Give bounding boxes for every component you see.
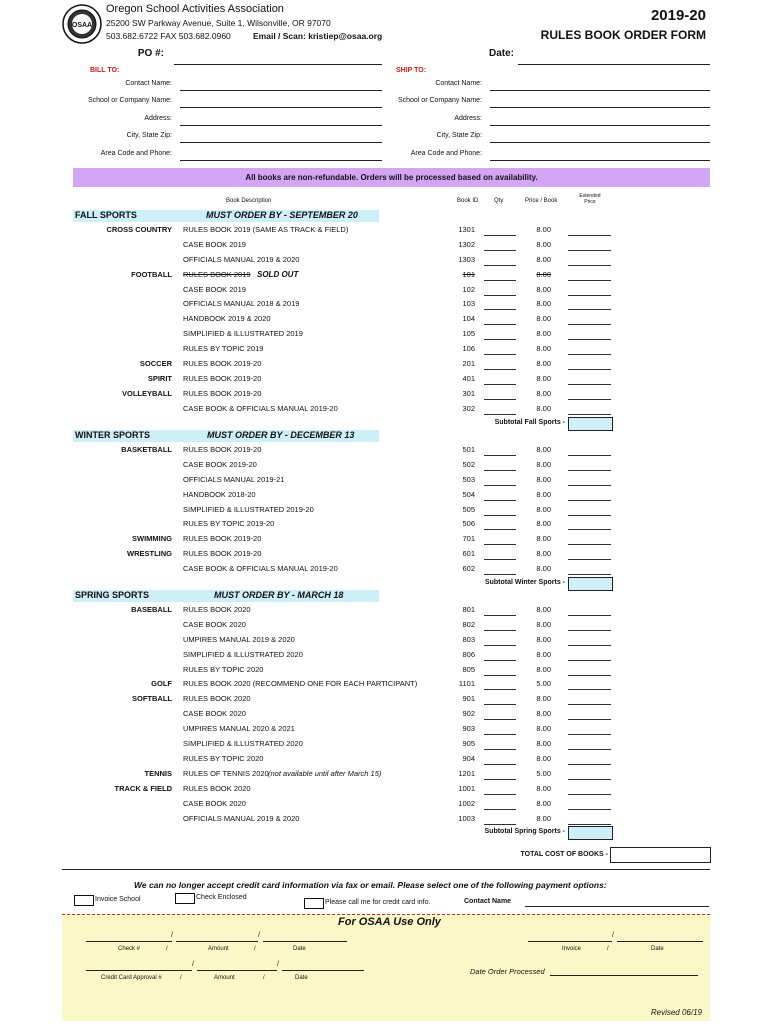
po-input[interactable] xyxy=(174,64,382,65)
book-id: 1001 xyxy=(458,784,475,793)
book-description: OFFICIALS MANUAL 2019 & 2020 xyxy=(183,255,300,264)
quantity-input[interactable] xyxy=(484,369,516,370)
price-per-book: 8.00 xyxy=(536,799,551,808)
bill-to-field-input[interactable] xyxy=(180,107,382,108)
book-description: RULES BY TOPIC 2020 xyxy=(183,754,264,763)
slash-4: / xyxy=(254,946,256,952)
book-id: 904 xyxy=(462,754,475,763)
quantity-input[interactable] xyxy=(484,630,516,631)
subtotal-box-spring[interactable] xyxy=(568,826,613,840)
extended-price-input[interactable] xyxy=(568,265,611,266)
extended-price-input[interactable] xyxy=(568,295,611,296)
check-date-label: Date xyxy=(293,946,306,952)
extended-price-input[interactable] xyxy=(568,354,611,355)
sport-label: BASEBALL xyxy=(131,605,172,614)
book-id: 701 xyxy=(462,534,475,543)
cc-amount-line[interactable] xyxy=(197,970,277,971)
book-id: 506 xyxy=(462,519,475,528)
contact-name-label: Contact Name xyxy=(464,898,512,905)
book-description: RULES BOOK 2019-20 xyxy=(183,534,262,543)
check-date-line[interactable] xyxy=(263,941,347,942)
sport-label: SWIMMING xyxy=(132,534,172,543)
osaa-use-area xyxy=(62,914,710,1021)
bill-to-field-label: Address: xyxy=(144,115,172,122)
quantity-input[interactable] xyxy=(484,764,516,765)
sport-label: GOLF xyxy=(151,679,172,688)
extended-price-input[interactable] xyxy=(568,470,611,471)
price-per-book: 8.00 xyxy=(536,255,551,264)
extended-price-input[interactable] xyxy=(568,500,611,501)
book-id: 201 xyxy=(462,359,475,368)
sport-label: WRESTLING xyxy=(127,549,172,558)
book-id: 801 xyxy=(462,605,475,614)
date-input[interactable] xyxy=(518,64,710,65)
quantity-input[interactable] xyxy=(484,399,516,400)
book-description: OFFICIALS MANUAL 2019-21 xyxy=(183,475,285,484)
logo-text: OSAA xyxy=(71,22,93,29)
quantity-input[interactable] xyxy=(484,689,516,690)
book-id: 103 xyxy=(462,299,475,308)
subtotal-label-fall: Subtotal Fall Sports - xyxy=(494,419,565,426)
slash-7: / xyxy=(192,961,194,968)
bill-to-field-label: School or Company Name: xyxy=(87,97,172,104)
ship-to-field-input[interactable] xyxy=(490,90,710,91)
extended-price-input[interactable] xyxy=(568,369,611,370)
col-book-id: Book ID xyxy=(457,198,479,204)
ship-to-field-label: School or Company Name: xyxy=(397,97,482,104)
slash-1: / xyxy=(171,932,173,939)
book-id: 1302 xyxy=(458,240,475,249)
check-number-label: Check # xyxy=(118,946,141,952)
price-per-book: 8.00 xyxy=(536,694,551,703)
price-per-book: 8.00 xyxy=(536,475,551,484)
extended-price-input[interactable] xyxy=(568,485,611,486)
section-name-spring: SPRING SPORTS xyxy=(75,590,150,600)
book-id: 102 xyxy=(462,285,475,294)
extended-price-input[interactable] xyxy=(568,529,611,530)
payment-notice: We can no longer accept credit card information via fax or email. Please select one of the following payment options: xyxy=(134,880,607,890)
book-id: 602 xyxy=(462,564,475,573)
notice-bar xyxy=(73,168,710,187)
book-id: 101 xyxy=(462,270,475,279)
invoice-school-label: Invoice School xyxy=(95,896,141,903)
quantity-input[interactable] xyxy=(484,779,516,780)
quantity-input[interactable] xyxy=(484,235,516,236)
form-year: 2019-20 xyxy=(650,7,706,24)
book-id: 802 xyxy=(462,620,475,629)
quantity-input[interactable] xyxy=(484,354,516,355)
extended-price-input[interactable] xyxy=(568,764,611,765)
price-per-book: 8.00 xyxy=(536,635,551,644)
check-enclosed-checkbox[interactable] xyxy=(175,893,195,904)
quantity-input[interactable] xyxy=(484,809,516,810)
price-per-book: 8.00 xyxy=(536,445,551,454)
check-enclosed-label: Check Enclosed xyxy=(196,894,247,901)
po-label: PO #: xyxy=(137,48,164,59)
quantity-input[interactable] xyxy=(484,455,516,456)
price-per-book: 8.00 xyxy=(536,739,551,748)
price-per-book: 8.00 xyxy=(536,329,551,338)
price-per-book: 8.00 xyxy=(536,814,551,823)
quantity-input[interactable] xyxy=(484,824,516,825)
book-id: 505 xyxy=(462,505,475,514)
book-description: SIMPLIFIED & ILLUSTRATED 2020 xyxy=(183,739,303,748)
ship-to-field-label: Area Code and Phone: xyxy=(410,150,482,157)
quantity-input[interactable] xyxy=(484,324,516,325)
quantity-input[interactable] xyxy=(484,544,516,545)
quantity-input[interactable] xyxy=(484,734,516,735)
quantity-input[interactable] xyxy=(484,265,516,266)
quantity-input[interactable] xyxy=(484,615,516,616)
extended-price-input[interactable] xyxy=(568,309,611,310)
price-per-book: 8.00 xyxy=(536,359,551,368)
book-description: CASE BOOK & OFFICIALS MANUAL 2019-20 xyxy=(183,564,338,573)
book-id: 501 xyxy=(462,445,475,454)
book-description: RULES BY TOPIC 2020 xyxy=(183,665,264,674)
book-description: UMPIRES MANUAL 2020 & 2021 xyxy=(183,724,295,733)
slash-5: / xyxy=(612,932,614,939)
price-per-book: 8.00 xyxy=(536,299,551,308)
org-email: Email / Scan: kristiep@osaa.org xyxy=(253,31,383,41)
quantity-input[interactable] xyxy=(484,485,516,486)
subtotal-box-fall[interactable] xyxy=(568,417,613,431)
price-per-book: 8.00 xyxy=(536,605,551,614)
extended-price-input[interactable] xyxy=(568,630,611,631)
payment-divider xyxy=(62,869,710,870)
quantity-input[interactable] xyxy=(484,500,516,501)
book-description: RULES BY TOPIC 2019 xyxy=(183,344,264,353)
extended-price-input[interactable] xyxy=(568,660,611,661)
bill-to-field-input[interactable] xyxy=(180,160,382,161)
invoice-date-label: Date xyxy=(651,946,664,952)
slash-8: / xyxy=(277,961,279,968)
section-name-fall: FALL SPORTS xyxy=(75,210,137,220)
extended-price-input[interactable] xyxy=(568,250,611,251)
price-per-book: 5.00 xyxy=(536,679,551,688)
ship-to-title: SHIP TO: xyxy=(396,67,427,74)
call-me-label: Please call me for credit card info. xyxy=(325,899,431,906)
quantity-input[interactable] xyxy=(484,704,516,705)
book-id: 104 xyxy=(462,314,475,323)
book-id: 805 xyxy=(462,665,475,674)
extended-price-input[interactable] xyxy=(568,384,611,385)
cc-approval-label: Credit Card Approval # xyxy=(101,975,162,981)
price-per-book: 8.00 xyxy=(536,490,551,499)
must-order-by-fall: MUST ORDER BY - SEPTEMBER 20 xyxy=(206,210,358,220)
book-description: CASE BOOK 2020 xyxy=(183,620,246,629)
book-id: 302 xyxy=(462,404,475,413)
check-amount-label: Amount xyxy=(208,946,229,952)
book-id: 601 xyxy=(462,549,475,558)
price-per-book: 8.00 xyxy=(536,374,551,383)
quantity-input[interactable] xyxy=(484,280,516,281)
col-price-label: Price xyxy=(584,199,596,205)
revised-date: Revised 06/19 xyxy=(650,1008,702,1017)
extended-price-input[interactable] xyxy=(568,675,611,676)
ship-to-field-label: Contact Name: xyxy=(435,80,482,87)
slash-3: / xyxy=(166,946,168,952)
col-book-description: Book Description xyxy=(226,198,272,204)
book-id: 401 xyxy=(462,374,475,383)
price-per-book: 8.00 xyxy=(536,519,551,528)
bill-to-field-input[interactable] xyxy=(180,90,382,91)
invoice-line[interactable] xyxy=(528,941,612,942)
book-id: 503 xyxy=(462,475,475,484)
extended-price-input[interactable] xyxy=(568,689,611,690)
invoice-school-checkbox[interactable] xyxy=(74,895,94,906)
book-description: RULES BOOK 2019-20 xyxy=(183,374,262,383)
quantity-input[interactable] xyxy=(484,749,516,750)
notice-text: All books are non-refundable. Orders will be processed based on availability. xyxy=(245,173,538,182)
quantity-input[interactable] xyxy=(484,645,516,646)
quantity-input[interactable] xyxy=(484,470,516,471)
form-title: RULES BOOK ORDER FORM xyxy=(540,28,706,42)
ship-to-field-input[interactable] xyxy=(490,142,710,143)
extended-price-input[interactable] xyxy=(568,704,611,705)
slash-2: / xyxy=(258,932,260,939)
date-label: Date: xyxy=(489,48,515,59)
cc-date-line[interactable] xyxy=(282,970,364,971)
book-id: 502 xyxy=(462,460,475,469)
ship-to-field-label: City, State Zip: xyxy=(436,132,482,139)
quantity-input[interactable] xyxy=(484,295,516,296)
extended-price-input[interactable] xyxy=(568,559,611,560)
book-description: RULES BOOK 2019-20 xyxy=(183,389,262,398)
book-description: RULES BOOK 2020 xyxy=(183,694,251,703)
sport-label: TENNIS xyxy=(144,769,172,778)
book-description: CASE BOOK 2019 xyxy=(183,240,246,249)
sport-label: TRACK & FIELD xyxy=(114,784,172,793)
extended-price-input[interactable] xyxy=(568,749,611,750)
book-id: 1003 xyxy=(458,814,475,823)
book-description: HANDBOOK 2019 & 2020 xyxy=(183,314,271,323)
col-price: Price / Book xyxy=(525,198,558,204)
sport-label: BASKETBALL xyxy=(121,445,172,454)
book-description: SIMPLIFIED & ILLUSTRATED 2020 xyxy=(183,650,303,659)
col-extended-label: Extended xyxy=(579,193,601,199)
book-id: 504 xyxy=(462,490,475,499)
price-per-book: 8.00 xyxy=(536,389,551,398)
quantity-input[interactable] xyxy=(484,529,516,530)
book-description: RULES BOOK 2019-20 xyxy=(183,549,262,558)
extended-price-input[interactable] xyxy=(568,734,611,735)
price-per-book: 8.00 xyxy=(536,564,551,573)
book-id: 1101 xyxy=(458,679,475,688)
book-id: 902 xyxy=(462,709,475,718)
total-label: TOTAL COST OF BOOKS - xyxy=(520,851,608,858)
bill-to-field-label: Contact Name: xyxy=(125,80,172,87)
quantity-input[interactable] xyxy=(484,515,516,516)
book-description: RULES BOOK 2020 xyxy=(183,605,251,614)
book-id: 903 xyxy=(462,724,475,733)
quantity-input[interactable] xyxy=(484,384,516,385)
date-processed-label: Date Order Processed xyxy=(470,967,545,976)
book-id: 1301 xyxy=(458,225,475,234)
osaa-use-title: For OSAA Use Only xyxy=(338,916,441,928)
quantity-input[interactable] xyxy=(484,719,516,720)
sport-label: FOOTBALL xyxy=(131,270,172,279)
price-per-book: 5.00 xyxy=(536,769,551,778)
price-per-book: 8.00 xyxy=(536,709,551,718)
bill-to-field-input[interactable] xyxy=(180,142,382,143)
must-order-by-spring: MUST ORDER BY - MARCH 18 xyxy=(214,590,344,600)
book-id: 105 xyxy=(462,329,475,338)
book-description: RULES BOOK 2020 (RECOMMEND ONE FOR EACH PARTICIPANT) xyxy=(183,679,418,688)
extended-price-input[interactable] xyxy=(568,324,611,325)
extended-price-input[interactable] xyxy=(568,339,611,340)
slash-9: / xyxy=(180,975,182,981)
extended-price-input[interactable] xyxy=(568,235,611,236)
org-address: 25200 SW Parkway Avenue, Suite 1, Wilsonville, OR 97070 xyxy=(106,18,331,28)
org-name: Oregon School Activities Association xyxy=(106,3,284,15)
must-order-by-winter: MUST ORDER BY - DECEMBER 13 xyxy=(207,430,355,440)
quantity-input[interactable] xyxy=(484,675,516,676)
col-qty: Qty xyxy=(494,198,504,204)
invoice-date-line[interactable] xyxy=(617,941,703,942)
extended-price-input[interactable] xyxy=(568,719,611,720)
book-description: UMPIRES MANUAL 2019 & 2020 xyxy=(183,635,295,644)
book-id: 106 xyxy=(462,344,475,353)
price-per-book: 8.00 xyxy=(536,784,551,793)
book-description: RULES BOOK 2019 xyxy=(183,270,251,279)
sport-label: SPIRIT xyxy=(147,374,172,383)
quantity-input[interactable] xyxy=(484,414,516,415)
extended-price-input[interactable] xyxy=(568,455,611,456)
price-per-book: 8.00 xyxy=(536,285,551,294)
book-id: 803 xyxy=(462,635,475,644)
quantity-input[interactable] xyxy=(484,660,516,661)
price-per-book: 8.00 xyxy=(536,754,551,763)
quantity-input[interactable] xyxy=(484,250,516,251)
book-id: 905 xyxy=(462,739,475,748)
osaa-logo xyxy=(62,4,102,44)
extended-price-input[interactable] xyxy=(568,645,611,646)
price-per-book: 8.00 xyxy=(536,665,551,674)
book-description: HANDBOOK 2018-20 xyxy=(183,490,256,499)
extended-price-input[interactable] xyxy=(568,574,611,575)
sport-label: CROSS COUNTRY xyxy=(106,225,172,234)
quantity-input[interactable] xyxy=(484,309,516,310)
quantity-input[interactable] xyxy=(484,574,516,575)
book-id: 806 xyxy=(462,650,475,659)
ship-to-field-input[interactable] xyxy=(490,107,710,108)
quantity-input[interactable] xyxy=(484,559,516,560)
extended-price-input[interactable] xyxy=(568,779,611,780)
price-per-book: 8.00 xyxy=(536,404,551,413)
bill-to-field-input[interactable] xyxy=(180,125,382,126)
price-per-book: 8.00 xyxy=(536,549,551,558)
ship-to-field-label: Address: xyxy=(454,115,482,122)
quantity-input[interactable] xyxy=(484,794,516,795)
sold-out-note: SOLD OUT xyxy=(257,270,299,279)
book-description: RULES BOOK 2019-20 xyxy=(183,445,262,454)
price-per-book: 8.00 xyxy=(536,620,551,629)
org-phone: 503.682.6722 FAX 503.682.0960 xyxy=(106,31,231,41)
price-per-book: 8.00 xyxy=(536,650,551,659)
price-per-book: 8.00 xyxy=(536,314,551,323)
book-id: 1201 xyxy=(458,769,475,778)
extended-price-input[interactable] xyxy=(568,615,611,616)
cc-approval-line[interactable] xyxy=(86,970,192,971)
price-per-book: 8.00 xyxy=(536,240,551,249)
extended-price-input[interactable] xyxy=(568,399,611,400)
sport-label: SOFTBALL xyxy=(132,694,172,703)
col-extended-price xyxy=(574,193,606,205)
quantity-input[interactable] xyxy=(484,339,516,340)
book-description: OFFICIALS MANUAL 2018 & 2019 xyxy=(183,299,300,308)
subtotal-box-winter[interactable] xyxy=(568,577,613,591)
availability-note: (not available until after March 15) xyxy=(268,769,382,778)
book-id: 901 xyxy=(462,694,475,703)
total-cost-box[interactable] xyxy=(610,847,711,863)
book-description: RULES BOOK 2019 (SAME AS TRACK & FIELD) xyxy=(183,225,349,234)
cc-date-label: Date xyxy=(295,975,308,981)
extended-price-input[interactable] xyxy=(568,414,611,415)
extended-price-input[interactable] xyxy=(568,809,611,810)
book-description: SIMPLIFIED & ILLUSTRATED 2019-20 xyxy=(183,505,314,514)
bill-to-title: BILL TO: xyxy=(90,67,120,74)
call-me-checkbox[interactable] xyxy=(304,898,324,909)
book-description: RULES OF TENNIS 2020 xyxy=(183,769,269,778)
price-per-book: 8.00 xyxy=(536,505,551,514)
section-name-winter: WINTER SPORTS xyxy=(75,430,151,440)
price-per-book: 8.00 xyxy=(536,724,551,733)
book-description: CASE BOOK 2020 xyxy=(183,799,246,808)
price-per-book: 8.00 xyxy=(536,344,551,353)
book-description: CASE BOOK & OFFICIALS MANUAL 2019-20 xyxy=(183,404,338,413)
bill-to-field-label: Area Code and Phone: xyxy=(100,150,172,157)
price-per-book: 8.00 xyxy=(536,460,551,469)
book-description: RULES BOOK 2019-20 xyxy=(183,359,262,368)
date-processed-line[interactable] xyxy=(550,975,698,976)
invoice-label: Invoice xyxy=(562,946,582,952)
book-description: RULES BOOK 2020 xyxy=(183,784,251,793)
price-per-book: 8.00 xyxy=(536,534,551,543)
sport-label: VOLLEYBALL xyxy=(122,389,172,398)
slash-10: / xyxy=(263,975,265,981)
book-description: RULES BY TOPIC 2019-20 xyxy=(183,519,275,528)
sport-label: SOCCER xyxy=(139,359,172,368)
book-description: OFFICIALS MANUAL 2019 & 2020 xyxy=(183,814,300,823)
bill-to-field-label: City, State Zip: xyxy=(126,132,172,139)
check-number-line[interactable] xyxy=(86,941,172,942)
contact-name-input[interactable] xyxy=(525,906,709,907)
check-amount-line[interactable] xyxy=(176,941,258,942)
extended-price-input[interactable] xyxy=(568,824,611,825)
ship-to-field-input[interactable] xyxy=(490,125,710,126)
book-description: CASE BOOK 2020 xyxy=(183,709,246,718)
subtotal-label-spring: Subtotal Spring Sports - xyxy=(484,828,565,835)
book-description: CASE BOOK 2019-20 xyxy=(183,460,257,469)
book-description: CASE BOOK 2019 xyxy=(183,285,246,294)
extended-price-input[interactable] xyxy=(568,515,611,516)
extended-price-input[interactable] xyxy=(568,544,611,545)
extended-price-input[interactable] xyxy=(568,794,611,795)
ship-to-field-input[interactable] xyxy=(490,160,710,161)
subtotal-label-winter: Subtotal Winter Sports - xyxy=(484,579,565,586)
price-per-book: 8.00 xyxy=(536,225,551,234)
book-id: 301 xyxy=(462,389,475,398)
cc-amount-label: Amount xyxy=(214,975,235,981)
book-id: 1303 xyxy=(458,255,475,264)
price-per-book: 8.00 xyxy=(536,270,551,279)
book-description: SIMPLIFIED & ILLUSTRATED 2019 xyxy=(183,329,303,338)
slash-6: / xyxy=(607,946,609,952)
book-id: 1002 xyxy=(458,799,475,808)
extended-price-input[interactable] xyxy=(568,280,611,281)
